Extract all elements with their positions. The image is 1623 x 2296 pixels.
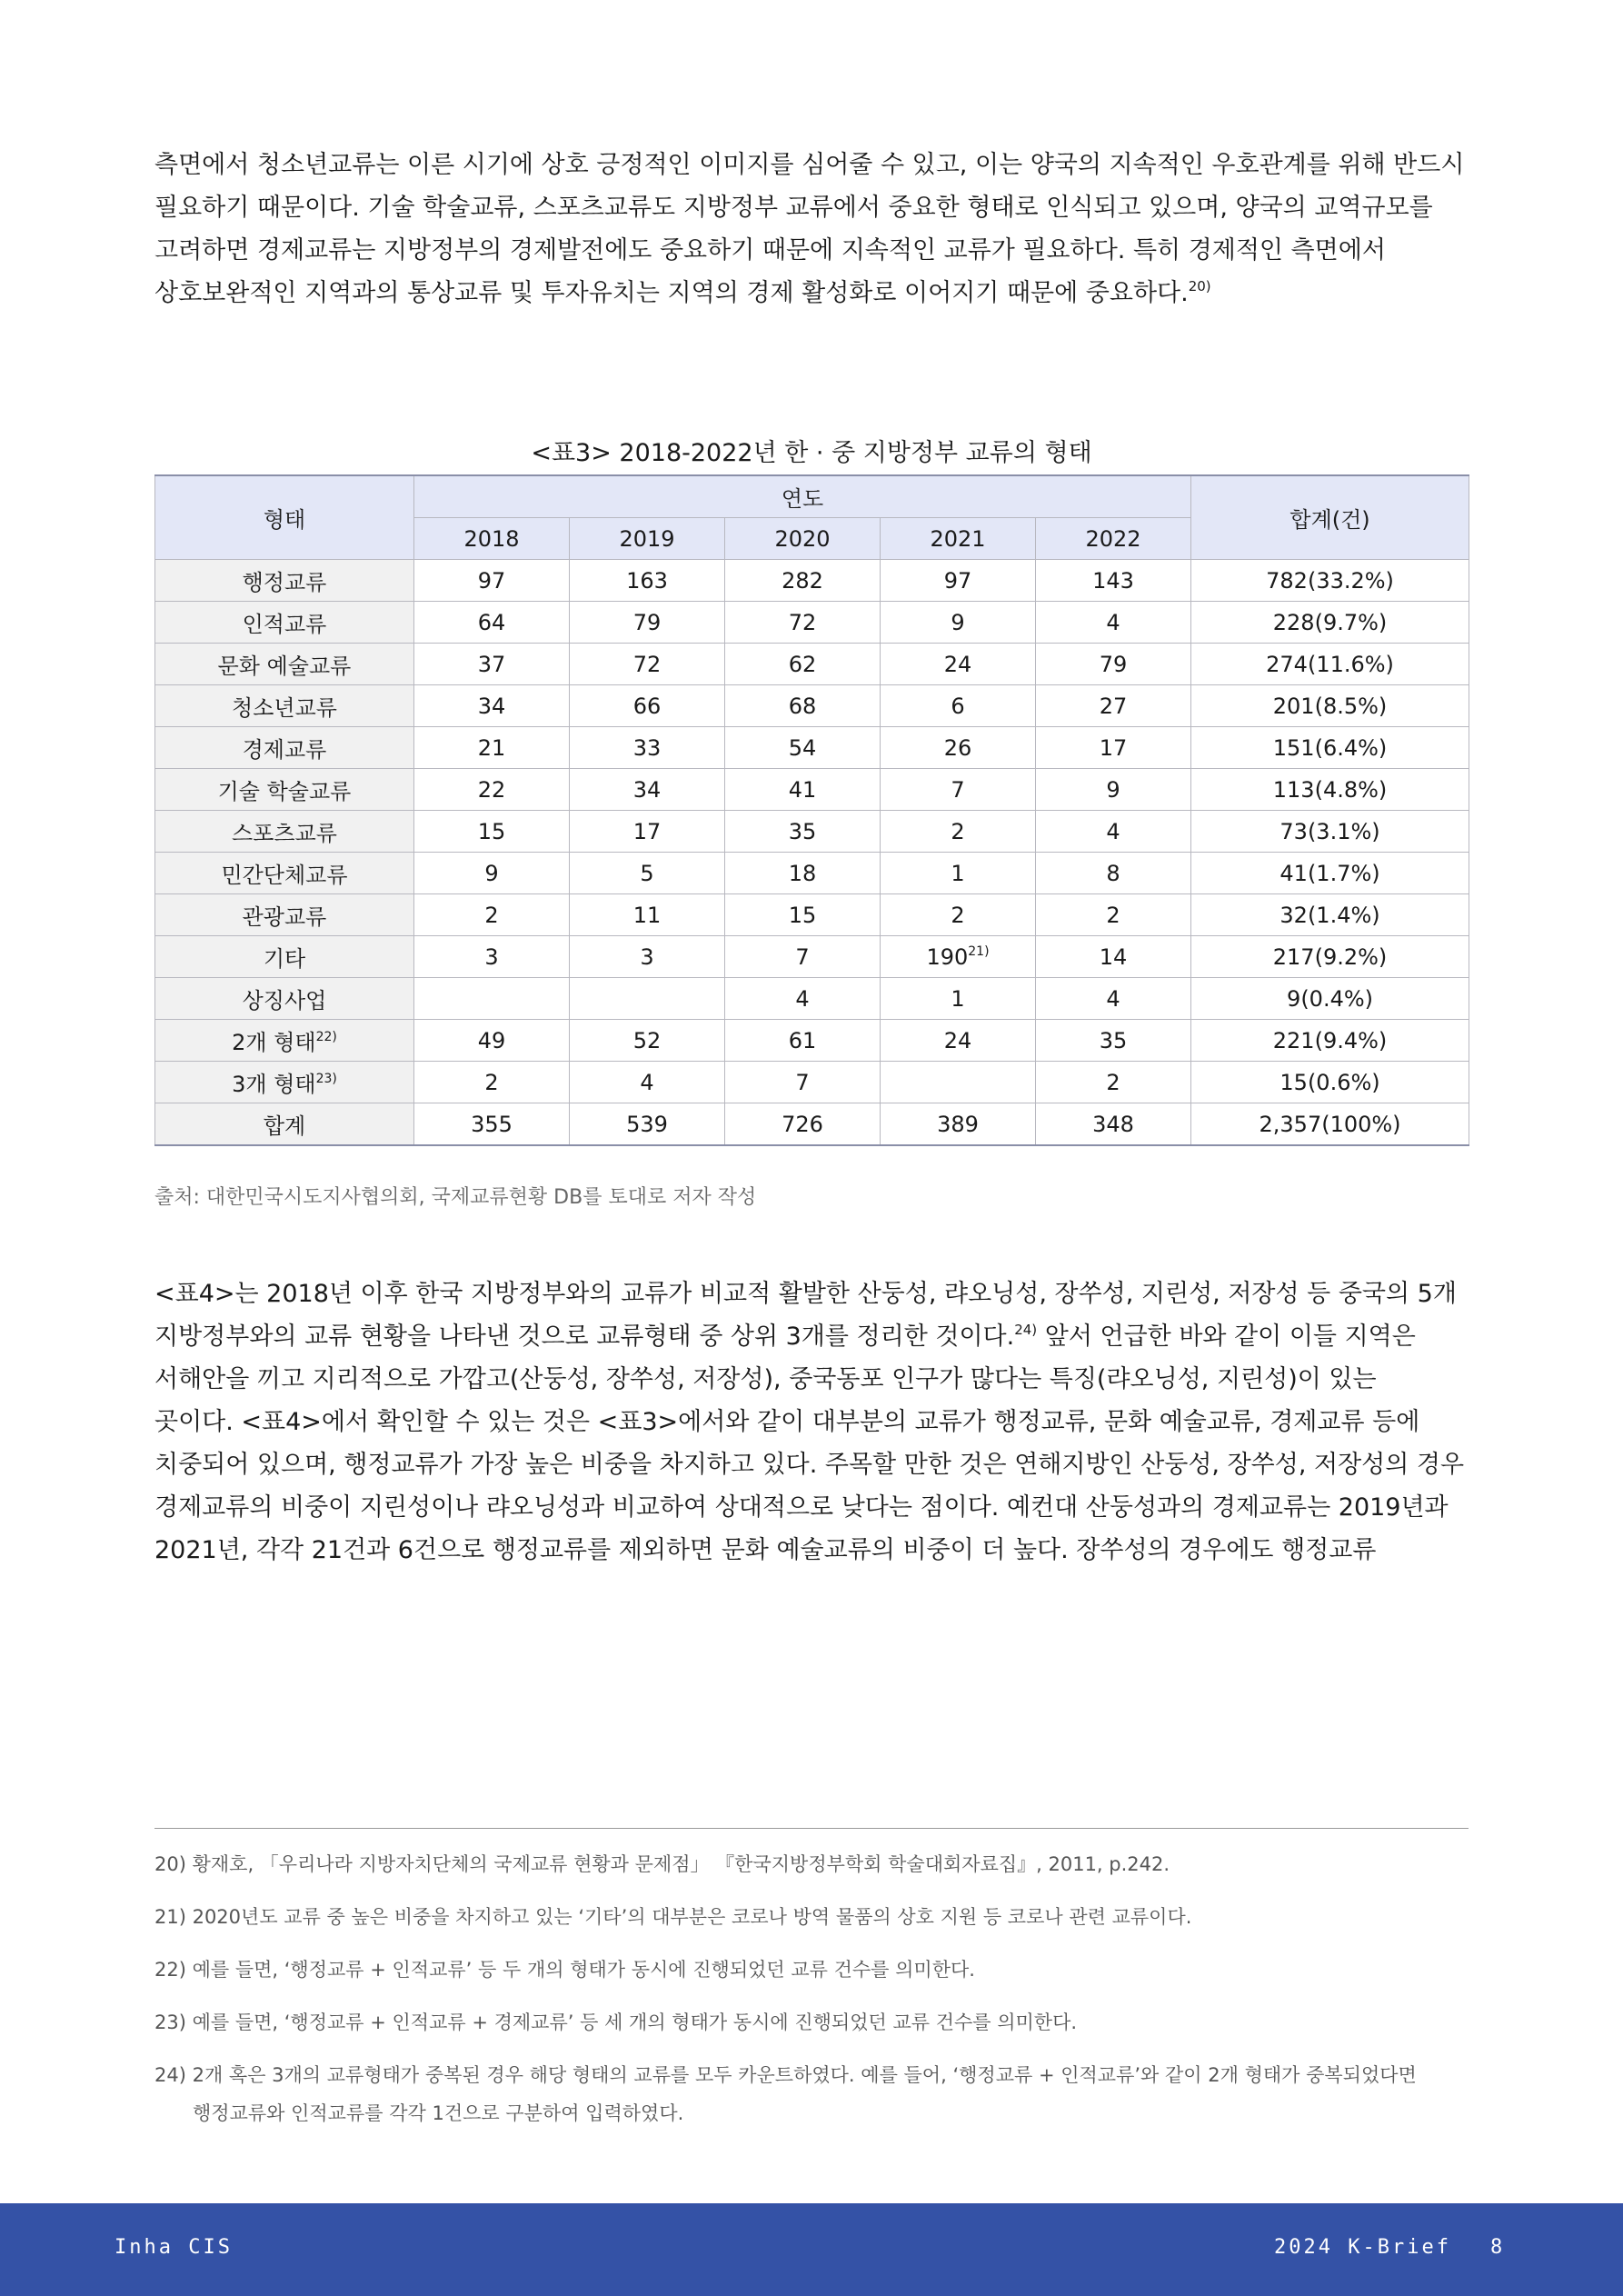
table-source: 출처: 대한민국시도지사협의회, 국제교류현황 DB를 토대로 저자 작성 — [154, 1186, 757, 1209]
table-row — [155, 1103, 1469, 1146]
value-text: 7 — [795, 1069, 810, 1095]
value-cell — [1036, 1103, 1191, 1146]
total-cell: 41(1.7%) — [1191, 853, 1469, 894]
footer-org: Inha CIS — [115, 2236, 233, 2259]
value-text: 9 — [951, 609, 965, 635]
value-text: 26 — [943, 734, 972, 761]
value-cell — [881, 1020, 1036, 1062]
table-row — [155, 978, 1469, 1020]
value-cell — [414, 894, 570, 936]
value-cell — [881, 811, 1036, 853]
value-cell — [414, 727, 570, 769]
value-cell — [570, 978, 725, 1020]
value-text: 7 — [951, 776, 965, 803]
value-cell — [570, 685, 725, 727]
value-cell — [414, 1103, 570, 1146]
row-label-text: 관광교류 — [242, 904, 327, 930]
value-text: 97 — [477, 567, 506, 594]
footnote-divider — [154, 1828, 1469, 1829]
value-text: 4 — [1106, 818, 1120, 844]
value-text: 5 — [640, 860, 654, 886]
row-label-text: 스포츠교류 — [232, 821, 337, 846]
value-cell — [881, 853, 1036, 894]
value-cell — [1036, 727, 1191, 769]
value-text: 1 — [951, 860, 965, 886]
value-text: 6 — [951, 693, 965, 719]
table-row — [155, 894, 1469, 936]
value-text: 8 — [1106, 860, 1120, 886]
value-text: 34 — [632, 776, 662, 803]
row-label — [155, 853, 414, 894]
header-year-2019: 2019 — [570, 518, 725, 560]
value-cell — [881, 894, 1036, 936]
row-label-text: 민간단체교류 — [221, 863, 348, 888]
value-cell — [570, 644, 725, 685]
value-cell — [1036, 894, 1191, 936]
value-text: 3 — [484, 943, 499, 970]
value-cell — [725, 936, 881, 978]
paragraph-text: 앞서 언급한 바와 같이 이들 지역은 — [1037, 1323, 1416, 1351]
table-row — [155, 685, 1469, 727]
footnote-24 — [154, 2056, 1469, 2132]
table-body — [155, 560, 1469, 1146]
value-text: 66 — [632, 693, 662, 719]
value-cell — [570, 811, 725, 853]
value-cell — [570, 602, 725, 644]
row-label-text: 기타 — [263, 946, 306, 972]
value-cell — [881, 685, 1036, 727]
value-cell — [570, 727, 725, 769]
value-text: 2 — [484, 1069, 499, 1095]
paragraph-line: 2021년, 각각 21건과 6건으로 행정교류를 제외하면 문화 예술교류의 비중이 더 높다. 장쑤성의 경우에도 행정교류 — [154, 1536, 1377, 1564]
exchange-types-table — [154, 474, 1469, 1146]
paragraph-line: 필요하기 때문이다. 기술 학술교류, 스포츠교류도 지방정부 교류에서 중요한 형태로 인식되고 있으며, 양국의 교역규모를 — [154, 194, 1433, 222]
paragraph-text: 상호보완적인 지역과의 통상교류 및 투자유치는 지역의 경제 활성화로 이어지기 때문에 중요하다. — [154, 279, 1189, 307]
value-cell — [414, 644, 570, 685]
value-cell — [570, 1062, 725, 1103]
page-footer — [0, 2203, 1623, 2296]
table-row — [155, 936, 1469, 978]
value-cell — [725, 811, 881, 853]
value-text: 7 — [795, 943, 810, 970]
total-cell: 9(0.4%) — [1191, 978, 1469, 1020]
value-cell — [725, 978, 881, 1020]
value-text: 64 — [477, 609, 506, 635]
value-text: 2 — [1106, 902, 1120, 928]
value-cell — [1036, 560, 1191, 602]
paragraph-line: 서해안을 끼고 지리적으로 가깝고(산둥성, 장쑤성, 저장성), 중국동포 인구가 많다는 특징(랴오닝성, 지린성)이 있는 — [154, 1365, 1377, 1393]
table-caption: <표3> 2018-2022년 한 · 중 지방정부 교류의 형태 — [531, 439, 1092, 467]
value-cell — [881, 644, 1036, 685]
value-text: 4 — [640, 1069, 654, 1095]
value-text: 355 — [471, 1111, 513, 1137]
value-cell — [1036, 811, 1191, 853]
paragraph-line — [154, 272, 1469, 314]
value-text: 24 — [943, 651, 972, 677]
header-year-2018: 2018 — [414, 518, 570, 560]
footnote-ref[interactable]: 22) — [315, 1030, 337, 1044]
value-text: 34 — [477, 693, 506, 719]
value-cell — [1036, 1062, 1191, 1103]
value-text: 35 — [788, 818, 817, 844]
value-cell — [570, 853, 725, 894]
value-text: 143 — [1092, 567, 1134, 594]
value-text: 4 — [1106, 985, 1120, 1012]
header-year-2021: 2021 — [881, 518, 1036, 560]
value-cell — [1036, 602, 1191, 644]
value-cell — [881, 978, 1036, 1020]
value-text: 11 — [632, 902, 662, 928]
value-cell — [570, 1020, 725, 1062]
total-cell: 201(8.5%) — [1191, 685, 1469, 727]
value-cell — [1036, 1020, 1191, 1062]
value-text: 190 — [926, 943, 969, 970]
value-text: 4 — [1106, 609, 1120, 635]
footnote-23: 23) 예를 들면, ‘행정교류 + 인적교류 + 경제교류’ 등 세 개의 형태가 동시에 진행되었던 교류 건수를 의미한다. — [154, 2011, 1078, 2033]
row-label-text: 문화 예술교류 — [217, 654, 352, 679]
value-text: 72 — [632, 651, 662, 677]
value-cell — [725, 602, 881, 644]
footer-publication: 2024 K-Brief — [1274, 2236, 1451, 2259]
value-cell — [725, 853, 881, 894]
value-text: 61 — [788, 1027, 817, 1053]
value-cell — [414, 685, 570, 727]
value-text: 18 — [788, 860, 817, 886]
total-cell: 113(4.8%) — [1191, 769, 1469, 811]
value-text: 282 — [782, 567, 823, 594]
value-cell — [414, 602, 570, 644]
value-text: 4 — [795, 985, 810, 1012]
footnote-24-text: 24) 2개 혹은 3개의 교류형태가 중복된 경우 해당 형태의 교류를 모두 카운트하였다. 예를 들어, ‘행정교류 + 인적교류’와 같이 2개 형태가 중복되었다면 — [154, 2064, 1417, 2086]
row-label-text: 3개 형태 — [232, 1072, 316, 1097]
value-text: 14 — [1099, 943, 1128, 970]
table-row — [155, 727, 1469, 769]
value-cell — [725, 894, 881, 936]
value-text: 21 — [477, 734, 506, 761]
value-cell — [414, 936, 570, 978]
value-text: 35 — [1099, 1027, 1128, 1053]
value-cell — [1036, 769, 1191, 811]
value-cell — [725, 1062, 881, 1103]
row-label — [155, 811, 414, 853]
value-cell — [1036, 936, 1191, 978]
value-text: 72 — [788, 609, 817, 635]
paragraph-line: 고려하면 경제교류는 지방정부의 경제발전에도 중요하기 때문에 지속적인 교류가 필요하다. 특히 경제적인 측면에서 — [154, 236, 1386, 265]
value-text: 3 — [640, 943, 654, 970]
row-label — [155, 685, 414, 727]
value-text: 15 — [788, 902, 817, 928]
header-year: 연도 — [414, 475, 1191, 518]
row-label-text: 행정교류 — [242, 570, 327, 595]
footnote-ref[interactable]: 23) — [315, 1072, 337, 1086]
value-text: 2 — [484, 902, 499, 928]
footnote-21: 21) 2020년도 교류 중 높은 비중을 차지하고 있는 ‘기타’의 대부분은 코로나 방역 물품의 상호 지원 등 코로나 관련 교류이다. — [154, 1906, 1192, 1928]
total-cell: 217(9.2%) — [1191, 936, 1469, 978]
total-cell: 73(3.1%) — [1191, 811, 1469, 853]
paragraph-line — [154, 1315, 1469, 1358]
value-text: 2 — [1106, 1069, 1120, 1095]
value-cell — [570, 769, 725, 811]
value-cell — [414, 811, 570, 853]
value-cell — [1036, 644, 1191, 685]
value-text: 33 — [632, 734, 662, 761]
value-cell — [725, 769, 881, 811]
value-text: 24 — [943, 1027, 972, 1053]
value-text: 79 — [1099, 651, 1128, 677]
row-label — [155, 769, 414, 811]
row-label — [155, 978, 414, 1020]
value-text: 2 — [951, 818, 965, 844]
row-label — [155, 644, 414, 685]
value-text: 9 — [1106, 776, 1120, 803]
value-cell — [1036, 853, 1191, 894]
footnote-ref[interactable]: 21) — [968, 943, 990, 959]
value-cell — [881, 727, 1036, 769]
value-cell — [570, 560, 725, 602]
value-text: 539 — [626, 1111, 668, 1137]
value-cell — [725, 727, 881, 769]
value-cell — [881, 769, 1036, 811]
paragraph-line: 경제교류의 비중이 지린성이나 랴오닝성과 비교하여 상대적으로 낮다는 점이다. 예컨대 산둥성과의 경제교류는 2019년과 — [154, 1493, 1449, 1522]
paragraph-line: 측면에서 청소년교류는 이른 시기에 상호 긍정적인 이미지를 심어줄 수 있고, 이는 양국의 지속적인 우호관계를 위해 반드시 — [154, 151, 1465, 179]
row-label-text: 합계 — [263, 1113, 306, 1139]
value-cell — [725, 1020, 881, 1062]
value-text: 9 — [484, 860, 499, 886]
paragraph-text: 지방정부와의 교류 현황을 나타낸 것으로 교류형태 중 상위 3개를 정리한 것이다. — [154, 1323, 1015, 1351]
value-text: 22 — [477, 776, 506, 803]
paragraph-line: 치중되어 있으며, 행정교류가 가장 높은 비중을 차지하고 있다. 주목할 만한 것은 연해지방인 산둥성, 장쑤성, 저장성의 경우 — [154, 1451, 1465, 1479]
value-cell — [1036, 978, 1191, 1020]
total-cell: 228(9.7%) — [1191, 602, 1469, 644]
row-label-text: 경제교류 — [242, 737, 327, 763]
value-text: 97 — [943, 567, 972, 594]
value-text: 27 — [1099, 693, 1128, 719]
row-label-text: 기술 학술교류 — [217, 779, 352, 804]
table-row — [155, 602, 1469, 644]
value-cell — [881, 936, 1036, 978]
value-text: 17 — [632, 818, 662, 844]
value-cell — [725, 644, 881, 685]
row-label — [155, 894, 414, 936]
row-label — [155, 1020, 414, 1062]
value-text: 62 — [788, 651, 817, 677]
value-cell — [414, 978, 570, 1020]
value-text: 348 — [1092, 1111, 1134, 1137]
body-paragraph-1 — [154, 144, 1469, 314]
value-text: 54 — [788, 734, 817, 761]
row-label — [155, 560, 414, 602]
header-total: 합계(건) — [1191, 475, 1469, 560]
footnote-ref-24[interactable]: 24) — [1014, 1322, 1038, 1338]
value-cell — [414, 1020, 570, 1062]
row-label-text: 인적교류 — [242, 612, 327, 637]
value-text: 163 — [626, 567, 668, 594]
value-text: 41 — [788, 776, 817, 803]
value-text: 52 — [632, 1027, 662, 1053]
row-label-text: 상징사업 — [242, 988, 327, 1013]
value-text: 37 — [477, 651, 506, 677]
value-cell — [414, 769, 570, 811]
value-text: 2 — [951, 902, 965, 928]
value-cell — [570, 936, 725, 978]
row-label — [155, 1062, 414, 1103]
footnote-ref-20[interactable]: 20) — [1188, 278, 1211, 294]
total-cell: 274(11.6%) — [1191, 644, 1469, 685]
footnote-22: 22) 예를 들면, ‘행정교류 + 인적교류’ 등 두 개의 형태가 동시에 진행되었던 교류 건수를 의미한다. — [154, 1959, 975, 1981]
value-cell — [570, 1103, 725, 1146]
total-cell: 15(0.6%) — [1191, 1062, 1469, 1103]
row-label — [155, 1103, 414, 1146]
value-cell — [881, 602, 1036, 644]
row-label-text: 2개 형태 — [232, 1030, 316, 1055]
value-cell — [414, 853, 570, 894]
value-text: 15 — [477, 818, 506, 844]
table-row — [155, 769, 1469, 811]
row-label — [155, 936, 414, 978]
footnote-20: 20) 황재호, 「우리나라 지방자치단체의 국제교류 현황과 문제점」 『한국지방정부학회 학술대회자료집』, 2011, p.242. — [154, 1853, 1170, 1875]
paragraph-line: <표4>는 2018년 이후 한국 지방정부와의 교류가 비교적 활발한 산둥성, 랴오닝성, 장쑤성, 지린성, 저장성 등 중국의 5개 — [154, 1280, 1457, 1308]
row-label — [155, 727, 414, 769]
value-text: 17 — [1099, 734, 1128, 761]
total-cell: 32(1.4%) — [1191, 894, 1469, 936]
body-paragraph-2 — [154, 1273, 1469, 1572]
total-cell: 151(6.4%) — [1191, 727, 1469, 769]
paragraph-line: 곳이다. <표4>에서 확인할 수 있는 것은 <표3>에서와 같이 대부분의 교류가 행정교류, 문화 예술교류, 경제교류 등에 — [154, 1408, 1420, 1436]
total-cell: 782(33.2%) — [1191, 560, 1469, 602]
table-row — [155, 811, 1469, 853]
page-number: 8 — [1490, 2236, 1503, 2259]
table-row — [155, 560, 1469, 602]
value-cell — [881, 560, 1036, 602]
value-cell — [725, 560, 881, 602]
value-text: 68 — [788, 693, 817, 719]
footnote-24-continued: 행정교류와 인적교류를 각각 1건으로 구분하여 입력하였다. — [193, 2102, 684, 2124]
value-text: 389 — [937, 1111, 979, 1137]
value-cell — [1036, 685, 1191, 727]
table-row — [155, 644, 1469, 685]
row-label — [155, 602, 414, 644]
value-cell — [570, 894, 725, 936]
total-cell: 2,357(100%) — [1191, 1103, 1469, 1146]
header-type: 형태 — [155, 475, 414, 560]
table-row — [155, 1020, 1469, 1062]
value-text: 49 — [477, 1027, 506, 1053]
value-text: 1 — [951, 985, 965, 1012]
value-cell — [881, 1062, 1036, 1103]
table-row — [155, 1062, 1469, 1103]
header-year-2022: 2022 — [1036, 518, 1191, 560]
header-year-2020: 2020 — [725, 518, 881, 560]
value-cell — [725, 685, 881, 727]
table-row — [155, 853, 1469, 894]
value-text: 79 — [632, 609, 662, 635]
value-cell — [414, 560, 570, 602]
value-text: 726 — [782, 1111, 823, 1137]
value-cell — [881, 1103, 1036, 1146]
total-cell: 221(9.4%) — [1191, 1020, 1469, 1062]
value-cell — [414, 1062, 570, 1103]
value-cell — [725, 1103, 881, 1146]
row-label-text: 청소년교류 — [232, 695, 337, 721]
